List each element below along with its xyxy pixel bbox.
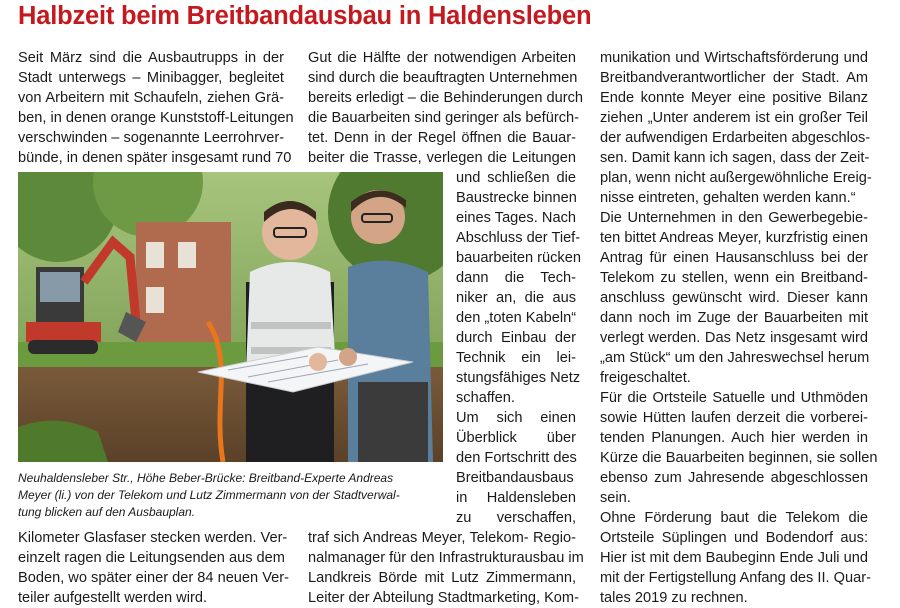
col3-line: ebenso zum Jahresende abgeschlossen xyxy=(600,470,868,486)
photo-caption-line: Neuhaldensleber Str., Höhe Beber-Brücke: Breitband-Experte Andreas xyxy=(18,471,394,485)
col2-narrow-line: stungsfähiges Netz xyxy=(456,370,581,386)
col2-narrow-line: Um sich einen xyxy=(456,410,576,426)
col3-line: „am Stück“ um den Jahreswechsel herum xyxy=(600,350,870,366)
col3-line: anschluss gewünscht wird. Dieser kann xyxy=(600,290,868,306)
col2-narrow-line: schaffen. xyxy=(456,390,515,406)
col3-line: sowie Hütten laufen derzeit die vorberei- xyxy=(600,410,868,426)
col2-line: traf sich Andreas Meyer, Telekom- Regio- xyxy=(308,530,576,546)
col1-line: bünde, in denen später insgesamt rund 70 xyxy=(18,150,292,166)
col2-narrow-line: und schließen die xyxy=(456,170,576,186)
col1-line: einzelt ragen die Leitungsenden aus dem xyxy=(18,550,285,566)
col2-narrow-line: in Haldensleben xyxy=(456,490,576,506)
col3-line: Ende konnte Meyer eine positive Bilanz xyxy=(600,90,868,106)
col1-line: ben, in denen orange Kunststoff-Leitungen xyxy=(18,110,294,126)
col1-line: von Arbeitern mit Schaufeln, ziehen Grä- xyxy=(18,90,284,106)
col3-line: mit der Fertigstellung Anfang des II. Quar- xyxy=(600,570,871,586)
col3-line: tenden Planungen. Auch hier werden in xyxy=(600,430,868,446)
col3-line: ziehen „Unter anderem ist ein großer Teil xyxy=(600,110,868,126)
col1-line: verschwinden – sogenannte Leerrohrver- xyxy=(18,130,285,146)
col2-line: nalmanager für den Infrastrukturausbau im xyxy=(308,550,584,566)
col3-line: verlegt werden. Das Netz insgesamt wird xyxy=(600,330,868,346)
col3-line: Ohne Förderung baut die Telekom die xyxy=(600,510,868,526)
col2-narrow-line: eines Tages. Nach xyxy=(456,210,576,226)
col3-line: Breitbandverantwortlicher der Stadt. Am xyxy=(600,70,868,86)
col3-line: Für die Ortsteile Satuelle und Uthmöden xyxy=(600,390,868,406)
col2-narrow-line: Abschluss der Tief- xyxy=(456,230,581,246)
col3-line: ten bittet Andreas Meyer, kurzfristig einen xyxy=(600,230,868,246)
col3-line: tales 2019 zu rechnen. xyxy=(600,590,748,606)
col2-line: die Bauarbeiten sind geringer als befürch- xyxy=(308,110,579,126)
col2-narrow-line: bauarbeiten rücken xyxy=(456,250,581,266)
col3-line: sen. Damit kann ich sagen, dass der Zeit- xyxy=(600,150,870,166)
col3-line: munikation und Wirtschaftsförderung und xyxy=(600,50,868,66)
col3-line: plan, wenn nicht außergewöhnliche Ereig- xyxy=(600,170,872,186)
col3-line: freigeschaltet. xyxy=(600,370,691,386)
col2-line: Gut die Hälfte der notwendigen Arbeiten xyxy=(308,50,576,66)
col3-line: Telekom zu stellen, wenn ein Breitband- xyxy=(600,270,868,286)
col3-line: Hier ist mit dem Baubeginn Ende Juli und xyxy=(600,550,868,566)
photo-caption-line: Meyer (li.) von der Telekom und Lutz Zimmermann von der Stadtverwal- xyxy=(18,488,400,502)
col2-narrow-line: den „toten Kabeln“ xyxy=(456,310,577,326)
photo-caption-line: tung blicken auf den Ausbauplan. xyxy=(18,505,196,519)
col2-narrow-line: zu verschaffen, xyxy=(456,510,576,526)
col2-line: beiter die Trasse, verlegen die Leitungen xyxy=(308,150,576,166)
col2-narrow-line: Breitbandausbaus xyxy=(456,470,574,486)
col2-line: Landkreis Börde mit Lutz Zimmermann, xyxy=(308,570,576,586)
col3-line: nisse eintreten, gehalten werden kann.“ xyxy=(600,190,856,206)
col2-narrow-line: Überblick über xyxy=(456,430,576,446)
col2-narrow-line: dann die Tech- xyxy=(456,270,576,286)
col1-line: Boden, wo später einer der 84 neuen Ver- xyxy=(18,570,289,586)
col3-line: der aufwendigen Erdarbeiten abgeschlos- xyxy=(600,130,871,146)
col2-line: tet. Denn in der Regel öffnen die Bauar- xyxy=(308,130,576,146)
col3-line: Ortsteile Süplingen und Bodendorf aus: xyxy=(600,530,868,546)
article-photo xyxy=(18,172,443,462)
col2-line: sind durch die beauftragten Unternehmen xyxy=(308,70,578,86)
col2-narrow-line: Technik ein lei- xyxy=(456,350,576,366)
col3-line: sein. xyxy=(600,490,631,506)
col2-narrow-line: den Fortschritt des xyxy=(456,450,577,466)
col3-line: Antrag für einen Hausanschluss bei der xyxy=(600,250,868,266)
col2-narrow-line: Baustrecke binnen xyxy=(456,190,577,206)
col2-line: Leiter der Abteilung Stadtmarketing, Kom- xyxy=(308,590,579,606)
col1-line: teiler aufgestellt werden wird. xyxy=(18,590,207,606)
col1-line: Stadt unterwegs – Minibagger, begleitet xyxy=(18,70,284,86)
col3-line: Kürze die Bauarbeiten beginnen, sie sollen xyxy=(600,450,878,466)
col2-narrow-line: durch Einbau der xyxy=(456,330,576,346)
article-headline: Halbzeit beim Breitbandausbau in Haldensleben xyxy=(18,2,592,30)
col1-line: Kilometer Glasfaser stecken werden. Ver- xyxy=(18,530,288,546)
col2-narrow-line: niker an, die aus xyxy=(456,290,576,306)
col3-line: dann noch im Zuge der Bauarbeiten mit xyxy=(600,310,868,326)
col1-line: Seit März sind die Ausbautrupps in der xyxy=(18,50,284,66)
col2-line: bereits erledigt – die Behinderungen durch xyxy=(308,90,584,106)
col3-line: Die Unternehmen in den Gewerbegebie- xyxy=(600,210,868,226)
